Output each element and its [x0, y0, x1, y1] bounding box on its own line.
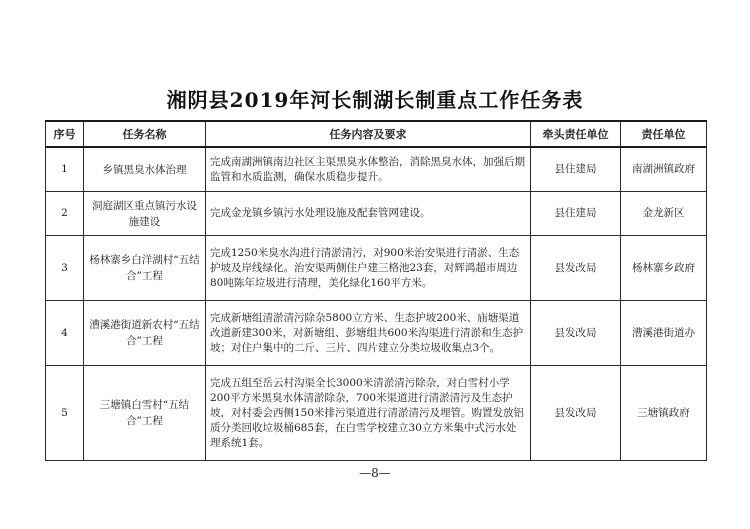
resp-unit: 金龙新区	[621, 192, 707, 236]
lead-unit: 县发改局	[531, 366, 621, 461]
resp-unit: 漕溪港街道办	[621, 301, 707, 366]
task-name: 杨林寨乡白洋湖村“五结合”工程	[84, 236, 206, 301]
table-row	[46, 192, 707, 236]
task-table	[45, 120, 707, 461]
row-no: 4	[46, 301, 84, 366]
header-resp-unit: 责任单位	[621, 121, 707, 147]
lead-unit: 县住建局	[531, 147, 621, 192]
task-name: 三塘镇白雪村“五结合”工程	[84, 366, 206, 461]
task-content: 完成新塘组清淤清污除杂5800立方米、生态护坡200米、庙塘渠道改道新建300米，对新塘组、彭塘组共600米沟渠进行清淤和生态护坡；对住户集中的二斤、三片、四片建立分类垃圾收集点3个。	[206, 301, 531, 366]
task-name: 洞庭湖区重点镇污水设施建设	[84, 192, 206, 236]
page-number: —8—	[359, 466, 391, 480]
task-content: 完成南湖洲镇南边社区主渠黑臭水体整治，消除黑臭水体，加强后期监管和水质监测，确保水质稳步提升。	[206, 147, 531, 192]
table-row	[46, 147, 707, 192]
table-header-row	[46, 121, 707, 147]
header-no: 序号	[46, 121, 84, 147]
lead-unit: 县发改局	[531, 301, 621, 366]
task-name: 乡镇黑臭水体治理	[84, 147, 206, 192]
resp-unit: 杨林寨乡政府	[621, 236, 707, 301]
page-title: 湘阴县2019年河长制湖长制重点工作任务表	[166, 88, 584, 112]
task-content: 完成1250米臭水沟进行清淤清污，对900米治安渠进行清淤、生态护坡及岸线绿化。治安渠两侧住户建三格池23套，对辉鸿超市周边80吨陈年垃圾进行清理，美化绿化160平方米。	[206, 236, 531, 301]
row-no: 3	[46, 236, 84, 301]
header-content: 任务内容及要求	[206, 121, 531, 147]
resp-unit: 南湖洲镇政府	[621, 147, 707, 192]
row-no: 2	[46, 192, 84, 236]
lead-unit: 县发改局	[531, 236, 621, 301]
row-no: 1	[46, 147, 84, 192]
table-row	[46, 301, 707, 366]
table-row	[46, 236, 707, 301]
header-lead-unit: 牵头责任单位	[531, 121, 621, 147]
resp-unit: 三塘镇政府	[621, 366, 707, 461]
task-name: 漕溪港街道新农村“五结合”工程	[84, 301, 206, 366]
task-content: 完成金龙镇乡镇污水处理设施及配套管网建设。	[206, 192, 531, 236]
task-content: 完成五组至岳云村沟渠全长3000米清淤清污除杂，对白雪村小学200平方米黑臭水体清淤除杂，700米渠道进行清淤清污及生态护坡，对村委会西侧150米排污渠道进行清淤清污及埋管。购置发放铝质分类回收垃圾桶685套，在白雪学校建立30立方米集中式污水处理系统1套。	[206, 366, 531, 461]
row-no: 5	[46, 366, 84, 461]
table-row	[46, 366, 707, 461]
header-name: 任务名称	[84, 121, 206, 147]
lead-unit: 县住建局	[531, 192, 621, 236]
